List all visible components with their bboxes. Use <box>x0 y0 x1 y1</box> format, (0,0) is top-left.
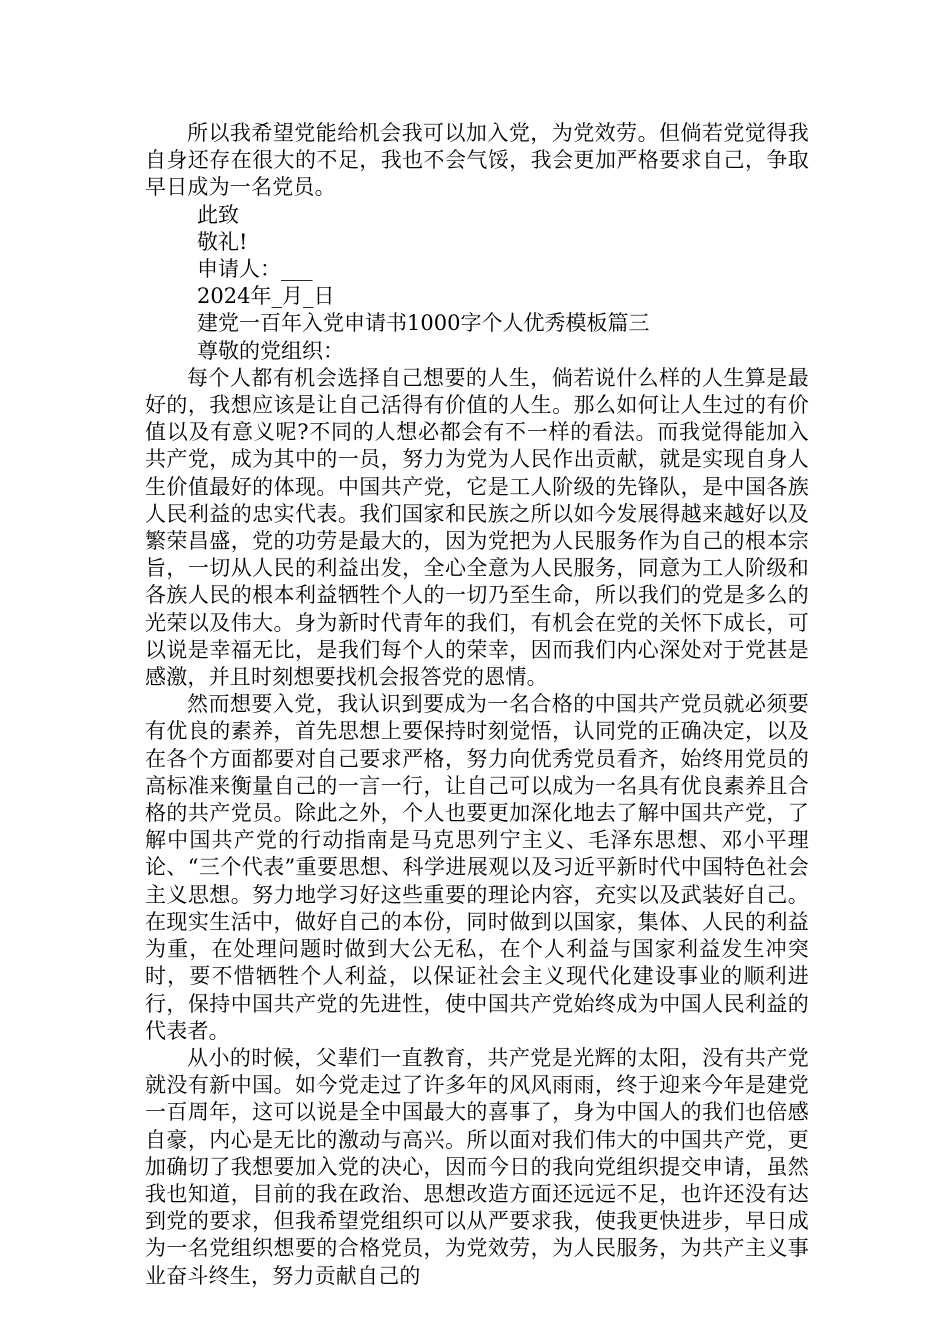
applicant-line: 申请人：___ <box>197 257 313 282</box>
paragraph-closing: 所以我希望党能给机会我可以加入党，为党效劳。但倘若党觉得我自身还存在很大的不足，我也不会气馁，我会更加严格要求自己，争取早日成为一名党员。 <box>145 121 809 200</box>
date-line: 2024年_月_日 <box>197 284 335 309</box>
greeting: 尊敬的党组织： <box>197 338 344 363</box>
salutation-cizhi: 此致 <box>197 202 239 227</box>
document-body <box>145 120 809 1290</box>
paragraph-childhood: 从小的时候，父辈们一直教育，共产党是光辉的太阳，没有共产党就没有新中国。如今党走过了许多年的风风雨雨，终于迎来今年是建党一百周年，这可以说是全中国最大的喜事了，身为中国人的我们也倍感自豪，内心是无比的激动与高兴。所以面对我们伟大的中国共产党，更加确切了我想要加入党的决心，因而今日的我向党组织提交申请，虽然我也知道，目前的我在政治、思想改造方面还远远不足，也许还没有达到党的要求，但我希望党组织可以从严要求我，使我更快进步，早日成为一名党组织想要的合格党员，为党效劳，为人民服务，为共产主义事业奋斗终生，努力贡献自己的 <box>145 1045 809 1288</box>
salutation-jingli: 敬礼! <box>197 229 248 254</box>
section-title: 建党一百年入党申请书1000字个人优秀模板篇三 <box>197 311 650 336</box>
paragraph-life-value: 每个人都有机会选择自己想要的人生，倘若说什么样的人生算是最好的，我想应该是让自己活得有价值的人生。那么如何让人生过的有价值以及有意义呢?不同的人想必都会有不一样的看法。而我觉得能加入共产党，成为其中的一员，努力为党为人民作出贡献，就是实现自身人生价值最好的体现。中国共产党，它是工人阶级的先锋队，是中国各族人民利益的忠实代表。我们国家和民族之所以如今发展得越来越好以及繁荣昌盛，党的功劳是最大的，因为党把为人民服务作为自己的根本宗旨，一切从人民的利益出发，全心全意为人民服务，同意为工人阶级和各族人民的根本利益牺牲个人的一切乃至生命，所以我们的党是多么的光荣以及伟大。身为新时代青年的我们，有机会在党的关怀下成长，可以说是幸福无比，是我们每个人的荣幸，因而我们内心深处对于党甚是感激，并且时刻想要找机会报答党的恩情。 <box>145 365 809 690</box>
paragraph-requirements: 然而想要入党，我认识到要成为一名合格的中国共产党员就必须要有优良的素养，首先思想上要保持时刻觉悟，认同党的正确决定，以及在各个方面都要对自己要求严格，努力向优秀党员看齐，始终用党员的高标准来衡量自己的一言一行，让自己可以成为一名具有优良素养且合格的共产党员。除此之外，个人也要更加深化地去了解中国共产党，了解中国共产党的行动指南是马克思列宁主义、毛泽东思想、邓小平理论、“三个代表”重要思想、科学进展观以及习近平新时代中国特色社会主义思想。努力地学习好这些重要的理论内容，充实以及武装好自己。在现实生活中，做好自己的本份，同时做到以国家，集体、人民的利益为重，在处理问题时做到大公无私，在个人利益与国家利益发生冲突时，要不惜牺牲个人利益，以保证社会主义现代化建设事业的顺利进行，保持中国共产党的先进性，使中国共产党始终成为中国人民利益的代表者。 <box>145 692 809 1043</box>
